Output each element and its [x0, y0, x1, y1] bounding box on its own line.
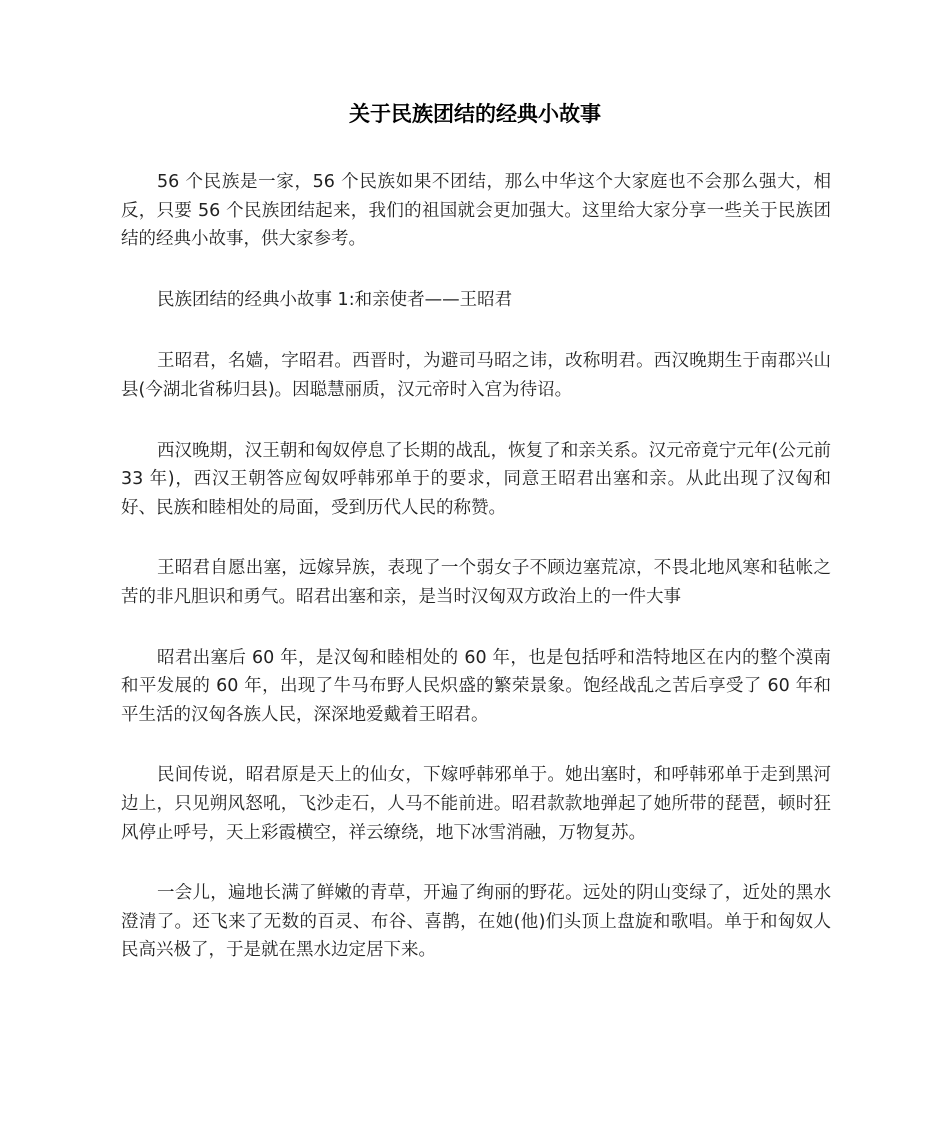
document-title: 关于民族团结的经典小故事 [349, 102, 601, 126]
paragraph: 王昭君，名嫱，字昭君。西晋时，为避司马昭之讳，改称明君。西汉晚期生于南郡兴山县(今湖北省秭归县)。因聪慧丽质，汉元帝时入宫为待诏。 [121, 351, 831, 400]
paragraph: 一会儿，遍地长满了鲜嫩的青草，开遍了绚丽的野花。远处的阴山变绿了，近处的黑水澄清了。还飞来了无数的百灵、布谷、喜鹊，在她(他)们头顶上盘旋和歌唱。单于和匈奴人民高兴极了，于是就在黑水边定居下来。 [121, 883, 831, 961]
paragraph: 王昭君自愿出塞，远嫁异族，表现了一个弱女子不顾边塞荒凉，不畏北地风寒和毡帐之苦的非凡胆识和勇气。昭君出塞和亲，是当时汉匈双方政治上的一件大事 [121, 558, 831, 607]
paragraph: 民间传说，昭君原是天上的仙女，下嫁呼韩邪单于。她出塞时，和呼韩邪单于走到黑河边上，只见朔风怒吼，飞沙走石，人马不能前进。昭君款款地弹起了她所带的琵琶，顿时狂风停止呼号，天上彩霞横空，祥云缭绕，地下冰雪消融，万物复苏。 [121, 765, 831, 843]
paragraph: 西汉晚期，汉王朝和匈奴停息了长期的战乱，恢复了和亲关系。汉元帝竟宁元年(公元前 33 年)，西汉王朝答应匈奴呼韩邪单于的要求，同意王昭君出塞和亲。从此出现了汉匈和好、民族和睦相处的局面，受到历代人民的称赞。 [121, 440, 831, 518]
document-body [121, 168, 831, 997]
paragraph: 昭君出塞后 60 年，是汉匈和睦相处的 60 年，也是包括呼和浩特地区在内的整个漠南和平发展的 60 年，出现了牛马布野人民炽盛的繁荣景象。饱经战乱之苦后享受了 60 年和平生活的汉匈各族人民，深深地爱戴着王昭君。 [121, 647, 831, 725]
story-heading: 民族团结的经典小故事 1:和亲使者——王昭君 [157, 289, 513, 310]
paragraph-intro: 56 个民族是一家，56 个民族如果不团结，那么中华这个大家庭也不会那么强大，相反，只要 56 个民族团结起来，我们的祖国就会更加强大。这里给大家分享一些关于民族团结的经典小故事，供大家参考。 [121, 172, 831, 250]
